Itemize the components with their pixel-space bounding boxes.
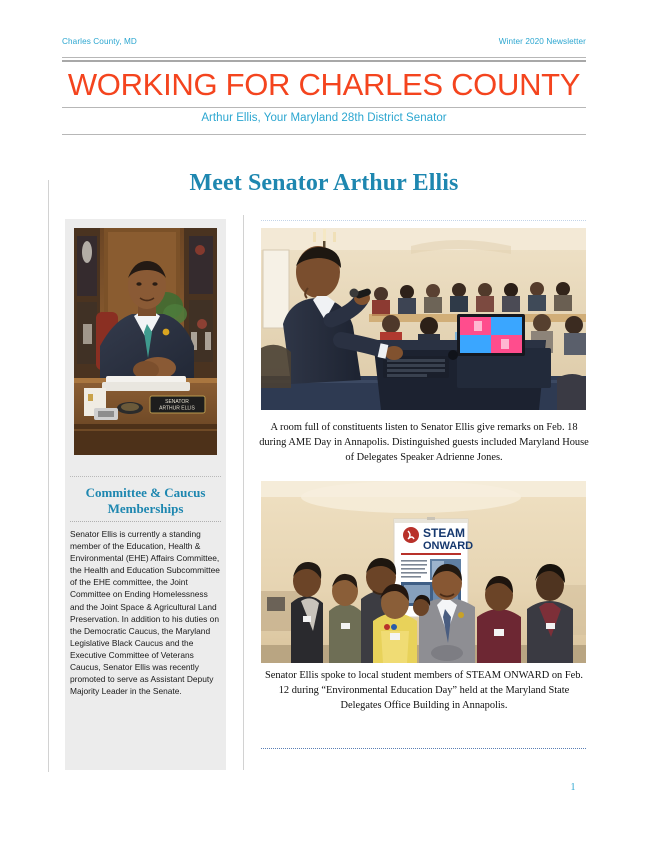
svg-text:SENATOR: SENATOR bbox=[165, 399, 189, 405]
masthead-subtitle: Arthur Ellis, Your Maryland 28th District Senator bbox=[201, 112, 447, 124]
header-issue: Winter 2020 Newsletter bbox=[498, 37, 586, 46]
masthead-rule-upper-thin bbox=[62, 57, 586, 58]
article-title: Meet Senator Arthur Ellis bbox=[189, 170, 459, 196]
masthead-rule-upper-thick bbox=[62, 60, 586, 62]
masthead-rule-lower bbox=[62, 107, 586, 108]
sidebar-body-text: Senator Ellis is currently a standing member of the Education, Health & Environmental (EHE) Affairs Committee, the Health and Education Subcommittee of the EHE committee, the Joint Committee on Ending Homelessness and the Joint Space & Agricultural Land Preservation. In addition to his duties on the Democratic Caucus, the Maryland Legislative Black Caucus and the Executive Committee of Veterans Caucus, Senator Ellis was recently promoted to serve as Assistant Deputy Majority Leader in the Senate. bbox=[70, 529, 220, 697]
svg-text:ARTHUR ELLIS: ARTHUR ELLIS bbox=[159, 405, 195, 412]
portrait-frame bbox=[70, 224, 221, 459]
svg-text:STEAM: STEAM bbox=[423, 526, 465, 540]
sidebar-heading-rule bbox=[70, 521, 221, 522]
header-meta-row bbox=[62, 37, 586, 46]
header-location: Charles County, MD bbox=[62, 37, 137, 46]
senator-portrait-photo bbox=[74, 228, 217, 455]
column-rule-left bbox=[48, 180, 49, 772]
page-number: 1 bbox=[570, 782, 576, 793]
right-column-top-rule bbox=[261, 220, 586, 221]
column-rule-middle bbox=[243, 215, 244, 770]
sidebar-top-dotted-rule bbox=[70, 476, 221, 477]
podium-photo-illustration bbox=[261, 228, 586, 410]
photo-steam-onward-group bbox=[261, 481, 586, 663]
sidebar-heading: Committee & Caucus Memberships bbox=[85, 485, 206, 516]
portrait-illustration bbox=[74, 228, 217, 455]
photo-podium-remarks bbox=[261, 228, 586, 410]
photo-2-caption: Senator Ellis spoke to local student members of STEAM ONWARD on Feb. 12 during “Environmental Education Day” held at the Maryland State Delegates Office Building in Annapolis. bbox=[264, 670, 584, 712]
subtitle-rule-lower bbox=[62, 134, 586, 135]
masthead-title: WORKING FOR CHARLES COUNTY bbox=[67, 67, 581, 102]
photo-1-caption: A room full of constituents listen to Senator Ellis give remarks on Feb. 18 during AME Day in Annapolis. Distinguished guests included Maryland House of Delegates Speaker Adrienne Jones. bbox=[259, 422, 589, 464]
right-column-bottom-rule bbox=[261, 748, 586, 749]
group-photo-illustration bbox=[261, 481, 586, 663]
svg-text:ONWARD: ONWARD bbox=[423, 540, 474, 552]
